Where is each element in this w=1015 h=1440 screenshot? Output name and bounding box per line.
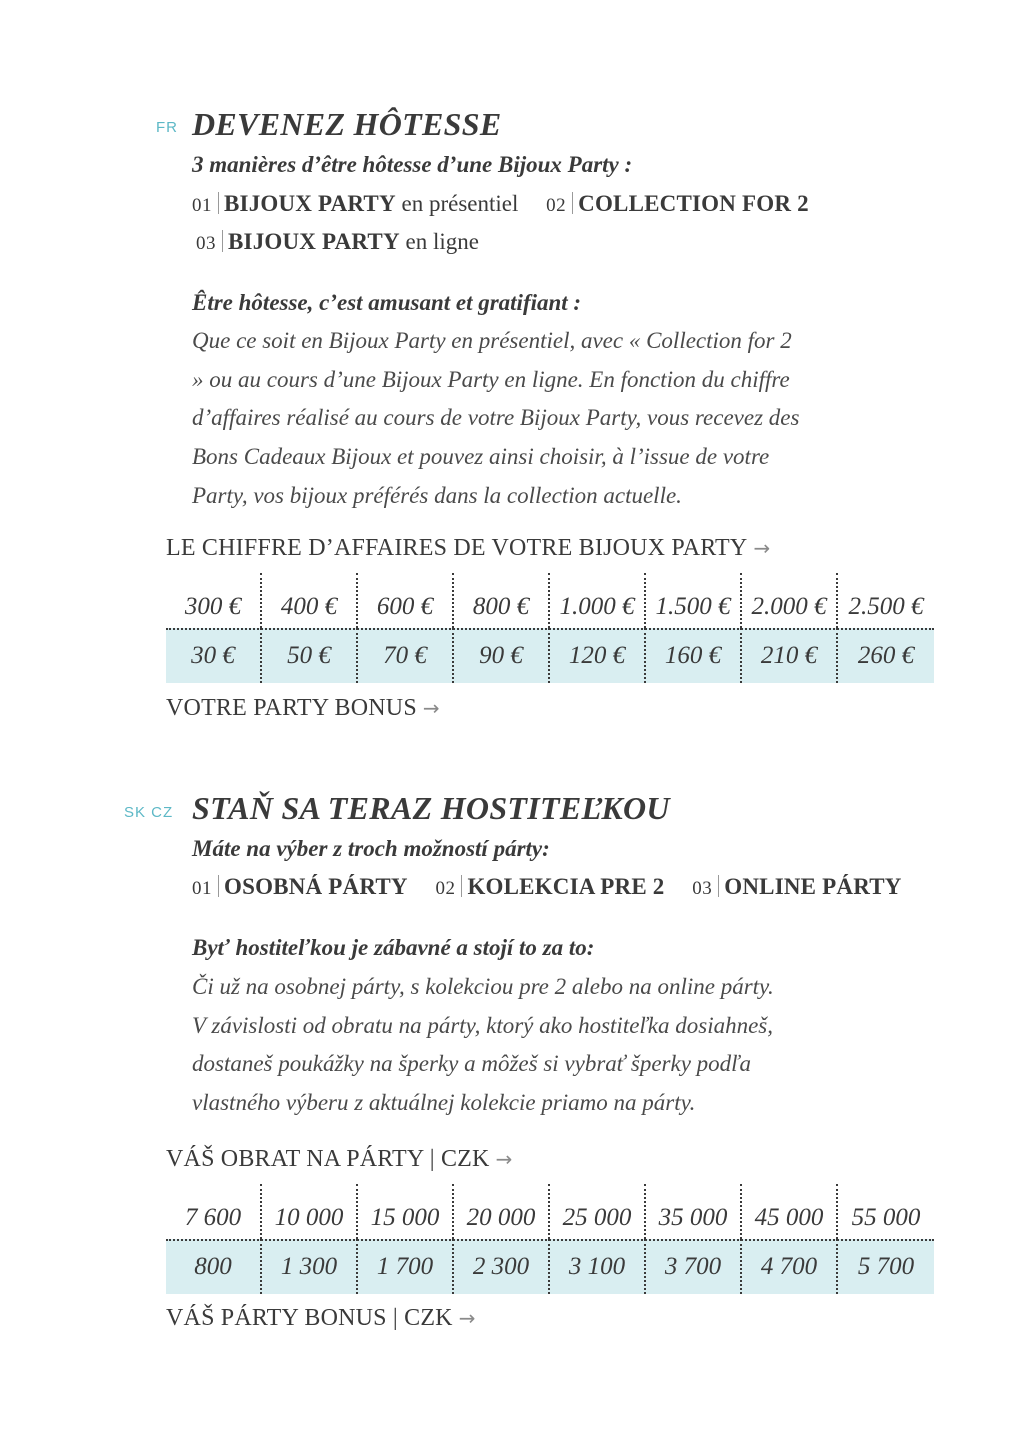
- bonus-cell: 1 300: [262, 1239, 358, 1294]
- option-name: COLLECTION FOR 2: [578, 191, 809, 216]
- body-line: vlastného výberu z aktuálnej kolekcie priamo na párty.: [192, 1090, 696, 1116]
- turnover-cell: 1.000 €: [550, 573, 646, 628]
- bonus-table-sk: [166, 1184, 934, 1294]
- option-separator: [218, 875, 219, 897]
- option-suffix: en ligne: [399, 229, 479, 254]
- bonus-row: [166, 1239, 934, 1294]
- body-line: Bons Cadeaux Bijoux et pouvez ainsi choisir, à l’issue de votre: [192, 444, 770, 470]
- bonus-cell: 800: [166, 1239, 262, 1294]
- option-name: OSOBNÁ PÁRTY: [224, 874, 408, 899]
- turnover-caption-fr: [166, 535, 770, 562]
- turnover-cell: 2.500 €: [848, 592, 924, 620]
- turnover-cell: 20 000: [454, 1184, 550, 1239]
- option-fr-2: [546, 191, 809, 217]
- bonus-caption-text: VOTRE PARTY BONUS: [166, 695, 417, 721]
- bonus-cell: 160 €: [646, 628, 742, 683]
- bonus-cell: 120 €: [550, 628, 646, 683]
- turnover-cell: 15 000: [358, 1184, 454, 1239]
- turnover-cell: 55 000: [851, 1203, 921, 1231]
- turnover-cell: 25 000: [550, 1184, 646, 1239]
- option-sk-1: [192, 874, 408, 900]
- option-fr-3: [196, 229, 479, 255]
- arrow-right-icon: →: [495, 1147, 513, 1171]
- option-number: 01: [192, 878, 212, 899]
- turnover-row: [166, 573, 934, 628]
- body-line: d’affaires réalisé au cours de votre Bijoux Party, vous recevez des: [192, 405, 800, 431]
- bonus-cell: 210 €: [742, 628, 838, 683]
- turnover-cell: 600 €: [358, 573, 454, 628]
- language-label-fr: FR: [156, 119, 178, 136]
- options-line-fr-2: [196, 229, 501, 255]
- option-name: ONLINE PÁRTY: [724, 874, 902, 899]
- bonus-cell: 90 €: [454, 628, 550, 683]
- body-line: » ou au cours d’une Bijoux Party en ligne. En fonction du chiffre: [192, 366, 790, 392]
- bonus-cell: 3 700: [646, 1239, 742, 1294]
- turnover-cell: 10 000: [262, 1184, 358, 1239]
- bonus-cell: 2 300: [454, 1239, 550, 1294]
- arrow-right-icon: →: [458, 1306, 476, 1330]
- row-divider: [166, 628, 934, 630]
- turnover-cell: 1.500 €: [646, 573, 742, 628]
- turnover-caption-text: LE CHIFFRE D’AFFAIRES DE VOTRE BIJOUX PARTY: [166, 535, 748, 561]
- bonus-cell: 50 €: [262, 628, 358, 683]
- turnover-cell: 400 €: [262, 573, 358, 628]
- turnover-cell: 2.000 €: [742, 573, 838, 628]
- turnover-cell: 300 €: [166, 573, 262, 628]
- turnover-cell: 7 600: [166, 1184, 262, 1239]
- language-label-sk-cz: SK CZ: [124, 804, 174, 821]
- body-line: Que ce soit en Bijoux Party en présentiel, avec « Collection for 2: [192, 328, 792, 353]
- turnover-row: [166, 1184, 934, 1239]
- body-line: V závislosti od obratu na párty, ktorý ako hostiteľka dosiahneš,: [192, 1012, 773, 1038]
- option-name: BIJOUX PARTY: [228, 229, 400, 254]
- bonus-caption-fr: [166, 695, 440, 722]
- option-separator: [572, 192, 573, 214]
- turnover-cell: 45 000: [742, 1184, 838, 1239]
- section-title-sk: STAŇ SA TERAZ HOSTITEĽKOU: [192, 790, 670, 826]
- section-subtitle-fr: 3 manières d’être hôtesse d’une Bijoux Party :: [192, 152, 633, 177]
- option-separator: [461, 875, 462, 897]
- arrow-right-icon: →: [422, 696, 440, 720]
- turnover-cell: 800 €: [454, 573, 550, 628]
- option-name: KOLEKCIA PRE 2: [467, 874, 665, 899]
- bonus-cell: 5 700: [857, 1252, 915, 1280]
- bonus-caption-text: VÁŠ PÁRTY BONUS | CZK: [166, 1305, 453, 1331]
- bonus-cell: 70 €: [358, 628, 454, 683]
- bonus-cell: 3 100: [550, 1239, 646, 1294]
- option-separator: [222, 230, 223, 252]
- option-sk-2: [435, 874, 664, 900]
- body-text-sk: [192, 968, 892, 1123]
- option-number: 03: [692, 878, 713, 899]
- bonus-cell: 260 €: [857, 641, 915, 669]
- option-name: BIJOUX PARTY: [224, 191, 396, 216]
- body-text-fr: [192, 322, 892, 516]
- option-number: 03: [196, 233, 216, 254]
- option-number: 01: [192, 195, 212, 216]
- option-separator: [218, 192, 219, 214]
- section-title-fr: DEVENEZ HÔTESSE: [192, 106, 502, 142]
- option-number: 02: [435, 878, 456, 899]
- bonus-cell: 1 700: [358, 1239, 454, 1294]
- option-separator: [718, 875, 719, 897]
- option-number: 02: [546, 195, 567, 216]
- options-line-sk: [192, 874, 924, 900]
- arrow-right-icon: →: [753, 536, 771, 560]
- bonus-table-fr: [166, 573, 934, 683]
- body-line: dostaneš poukážky na šperky a môžeš si vybrať šperky podľa: [192, 1051, 752, 1077]
- body-line: Či už na osobnej párty, s kolekciou pre 2 alebo na online párty.: [192, 974, 774, 999]
- option-suffix: en présentiel: [395, 191, 519, 216]
- section-subtitle-sk: Máte na výber z troch možností párty:: [192, 836, 550, 861]
- bonus-cell: 4 700: [742, 1239, 838, 1294]
- bonus-row: [166, 628, 934, 683]
- option-fr-1: [192, 191, 518, 217]
- row-divider: [166, 1239, 934, 1241]
- options-line-fr-1: [192, 191, 831, 217]
- body-line: Party, vos bijoux préférés dans la collection actuelle.: [192, 482, 682, 508]
- turnover-caption-text: VÁŠ OBRAT NA PÁRTY | CZK: [166, 1146, 490, 1172]
- bonus-cell: 30 €: [166, 628, 262, 683]
- body-title-sk: Byť hostiteľkou je zábavné a stojí to za to:: [192, 935, 595, 960]
- body-title-fr: Être hôtesse, c’est amusant et gratifiant :: [192, 290, 582, 315]
- turnover-caption-sk: [166, 1146, 513, 1173]
- option-sk-3: [692, 874, 901, 900]
- turnover-cell: 35 000: [646, 1184, 742, 1239]
- bonus-caption-sk: [166, 1305, 476, 1332]
